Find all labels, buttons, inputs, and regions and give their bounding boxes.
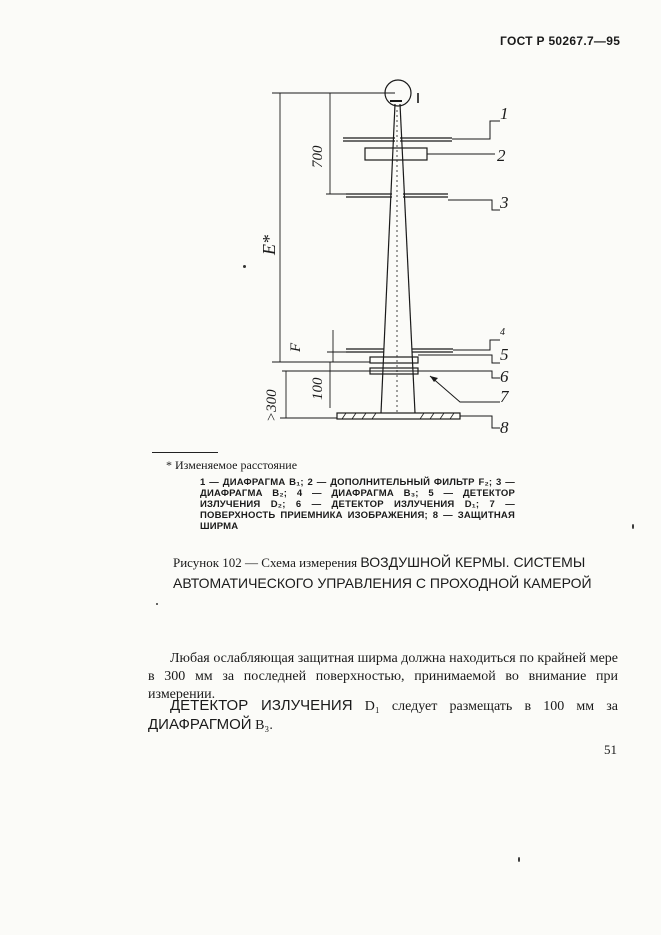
caption-prefix: Рисунок 102 — Схема измерения bbox=[173, 555, 358, 570]
scan-speck bbox=[156, 603, 158, 605]
dim-300: >300 bbox=[264, 389, 280, 422]
beam-edge-right bbox=[400, 104, 415, 413]
p2-cap: ДЕТЕКТОР ИЗЛУЧЕНИЯ bbox=[170, 697, 353, 714]
footnote: * Изменяемое расстояние bbox=[166, 458, 298, 472]
document-header: ГОСТ Р 50267.7—95 bbox=[500, 34, 621, 48]
scan-speck bbox=[243, 265, 246, 268]
callout-1: 1 bbox=[500, 104, 509, 123]
body-paragraph-1: Любая ослабляющая защитная ширма должна находиться по крайней мере в 300 мм за последней поверхностью, принимаемой во внимание при измерении. bbox=[148, 651, 618, 702]
figure-caption bbox=[173, 552, 628, 594]
scan-speck bbox=[518, 857, 520, 862]
scan-speck bbox=[632, 524, 634, 529]
beam-edge-left bbox=[381, 104, 395, 413]
body-paragraph-2 bbox=[148, 697, 618, 735]
page-number: 51 bbox=[604, 742, 617, 757]
figure-legend: 1 — ДИАФРАГМА B₁; 2 — ДОПОЛНИТЕЛЬНЫЙ ФИЛЬТР F₂; 3 — ДИАФРАГМА B₂; 4 — ДИАФРАГМА B₃; 5 — ДЕТЕКТОР ИЗЛУЧЕНИЯ D₂; 6 — ДЕТЕКТОР ИЗЛУЧЕНИЯ D₁; 7 — ПОВЕРХНОСТЬ ПРИЕМНИКА ИЗОБРАЖЕНИЯ; 8 — ЗАЩИТНАЯ ШИРМА bbox=[200, 477, 515, 532]
p2-a: D₁ следует размещать в 100 мм за bbox=[364, 699, 619, 714]
diaphragm-b3 bbox=[346, 349, 453, 352]
detector-d2 bbox=[370, 357, 418, 363]
footnote-rule bbox=[152, 452, 218, 453]
callout-5: 5 bbox=[500, 345, 509, 364]
diaphragm-b1 bbox=[343, 138, 452, 141]
callout-8: 8 bbox=[500, 418, 509, 437]
callout-2: 2 bbox=[497, 146, 506, 165]
p2-cap2: ДИАФРАГМОЙ bbox=[148, 716, 252, 733]
callout-7: 7 bbox=[500, 387, 509, 406]
caption-rest: ВОЗДУШНОЙ КЕРМЫ. СИСТЕМЫ АВТОМАТИЧЕСКОГО УПРАВЛЕНИЯ С ПРОХОДНОЙ КАМЕРОЙ bbox=[173, 554, 592, 591]
callout-6: 6 bbox=[500, 367, 509, 386]
measurement-diagram bbox=[150, 75, 530, 445]
callout-3: 3 bbox=[500, 193, 509, 212]
p2-b: B₃. bbox=[255, 718, 273, 733]
dim-e-star: E* bbox=[259, 235, 279, 255]
filter-f2 bbox=[365, 148, 427, 160]
dim-700: 700 bbox=[310, 145, 326, 168]
callout-4: 4 bbox=[500, 327, 505, 338]
dim-100: 100 bbox=[310, 377, 326, 400]
dim-f: F bbox=[288, 342, 304, 352]
